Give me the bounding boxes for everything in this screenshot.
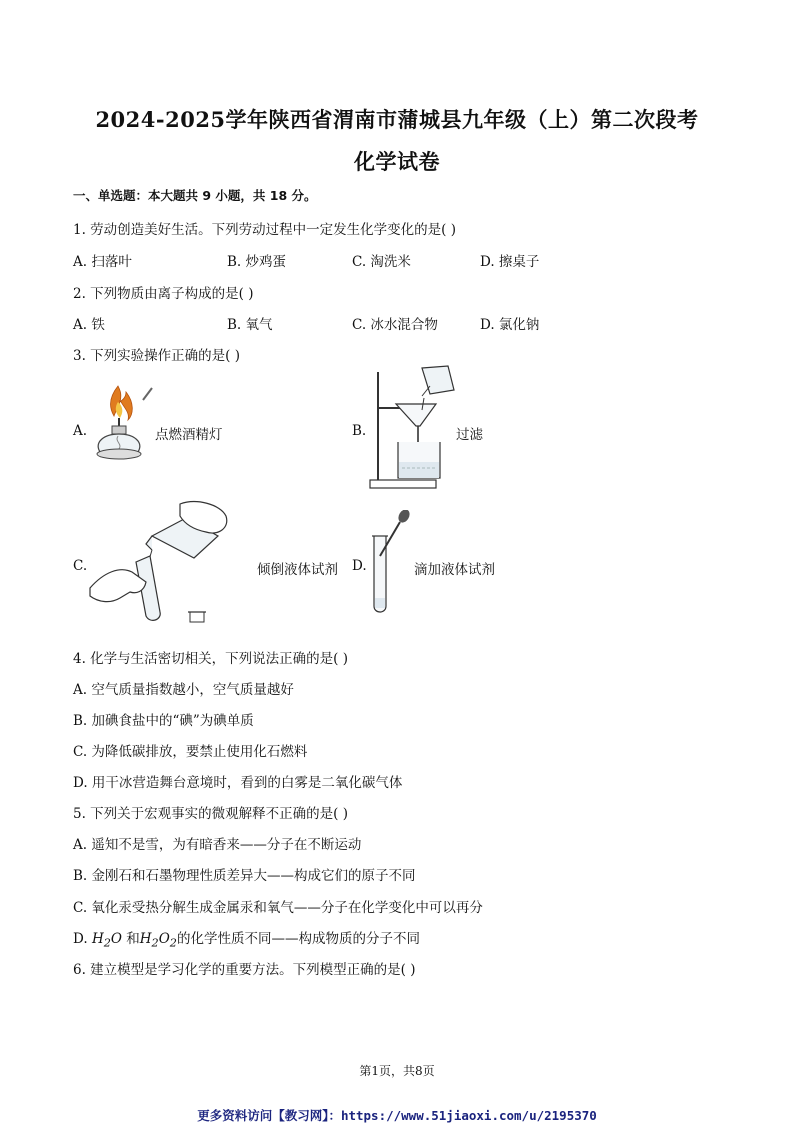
alcohol-lamp-icon <box>90 380 156 472</box>
q5-option-d: D. $H_2O$ 和$H_2O_2$的化学性质不同——构成物质的分子不同 <box>73 931 420 950</box>
source-link-banner[interactable]: 更多资料访问【教习网】：https://www.51jiaoxi.com/u/2195370 <box>197 1108 597 1123</box>
q1-option-b: B. 炒鸡蛋 <box>227 254 287 270</box>
q3-option-a-caption: 点燃酒精灯 <box>155 427 223 443</box>
page-footer: 第1页，共8页 <box>359 1064 435 1078</box>
filtration-apparatus-icon <box>366 364 458 492</box>
q3-option-a-letter: A. <box>73 423 88 439</box>
q1-option-a: A. 扫落叶 <box>73 254 132 270</box>
question-3-stem: 3. 下列实验操作正确的是( ) <box>73 348 240 364</box>
q5-option-c: C. 氧化汞受热分解生成金属汞和氧气——分子在化学变化中可以再分 <box>73 900 483 916</box>
q3-option-b-letter: B. <box>352 423 367 439</box>
q4-option-d: D. 用干冰营造舞台意境时，看到的白雾是二氧化碳气体 <box>73 775 403 791</box>
dropper-test-tube-icon <box>368 510 418 616</box>
q2-option-d: D. 氯化钠 <box>480 317 540 333</box>
q2-option-a: A. 铁 <box>73 317 105 333</box>
q1-option-d: D. 擦桌子 <box>480 254 540 270</box>
q3-option-c-caption: 倾倒液体试剂 <box>257 562 338 578</box>
pouring-liquid-icon <box>86 496 236 636</box>
q4-option-b: B. 加碘食盐中的“碘”为碘单质 <box>73 713 254 729</box>
q3-option-c-letter: C. <box>73 558 88 574</box>
q2-option-c: C. 冰水混合物 <box>352 317 438 333</box>
question-1-stem: 1. 劳动创造美好生活。下列劳动过程中一定发生化学变化的是( ) <box>73 222 456 238</box>
q1-option-c: C. 淘洗米 <box>352 254 411 270</box>
exam-title-line1: 2024-2025学年陕西省渭南市蒲城县九年级（上）第二次段考 <box>95 107 699 132</box>
q3-option-b-caption: 过滤 <box>456 427 483 443</box>
q5-option-a: A. 遥知不是雪，为有暗香来——分子在不断运动 <box>73 837 362 853</box>
section-heading: 一、单选题：本大题共 9 小题，共 18 分。 <box>73 188 317 203</box>
q2-option-b: B. 氧气 <box>227 317 273 333</box>
q3-option-d-caption: 滴加液体试剂 <box>414 562 495 578</box>
q3-option-d-letter: D. <box>352 558 367 574</box>
q4-option-a: A. 空气质量指数越小，空气质量越好 <box>73 682 294 698</box>
question-6-stem: 6. 建立模型是学习化学的重要方法。下列模型正确的是( ) <box>73 962 416 978</box>
q4-option-c: C. 为降低碳排放，要禁止使用化石燃料 <box>73 744 308 760</box>
question-4-stem: 4. 化学与生活密切相关，下列说法正确的是( ) <box>73 651 348 667</box>
question-5-stem: 5. 下列关于宏观事实的微观解释不正确的是( ) <box>73 806 348 822</box>
q5-option-b: B. 金刚石和石墨物理性质差异大——构成它们的原子不同 <box>73 868 416 884</box>
question-2-stem: 2. 下列物质由离子构成的是( ) <box>73 286 254 302</box>
exam-title-line2: 化学试卷 <box>354 149 440 174</box>
